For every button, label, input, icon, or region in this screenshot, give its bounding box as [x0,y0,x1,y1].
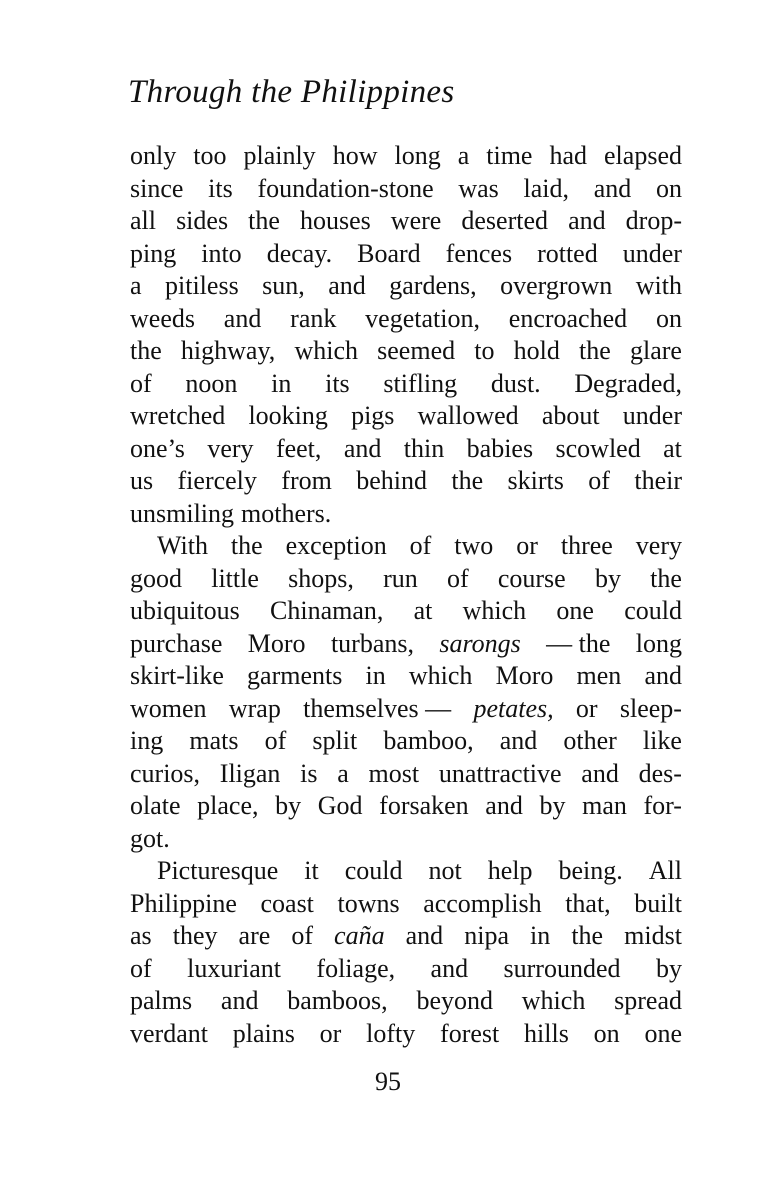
running-header: Through the Philippines [128,74,455,110]
word: skirts [507,466,564,495]
word: how [332,141,378,170]
word: forsaken [379,791,469,820]
word: most [368,758,420,788]
word: little [211,563,259,593]
word: Picturesque [157,856,279,885]
text-line [130,140,682,173]
word: verdant [130,1018,208,1048]
word: since [130,173,184,203]
word: Moro [495,661,554,690]
text-line [130,270,682,303]
word: help [487,856,533,885]
word: mats [189,726,239,755]
word: drop- [625,206,682,235]
word: only [130,141,177,170]
text-line [130,400,682,433]
word: elapsed [604,141,682,170]
word: des- [638,758,682,788]
text-line [130,953,682,986]
word: its [208,173,233,203]
word: and [499,726,538,755]
word: pigs [351,401,395,430]
word: very [635,531,682,560]
word: Philippine [130,888,237,918]
word: purchase [130,628,223,658]
word: bamboos, [287,986,388,1015]
word: and [405,921,444,950]
word: long [394,141,441,170]
word: of [588,466,610,495]
word: pitiless [165,271,239,300]
italic-word: caña [334,921,385,950]
italic-word: petates, [473,693,554,723]
word: bamboo, [383,726,474,755]
word: one’s [130,433,185,463]
word: on [593,1018,620,1048]
word: in [365,661,386,690]
word: under [622,401,682,430]
word: could [624,596,682,625]
word: or [575,693,598,723]
text-line [130,693,682,726]
word: plains [232,1018,295,1048]
word: olate [130,791,181,820]
text-line [130,530,682,563]
word: dust. [490,368,541,398]
word: unattractive [438,758,562,788]
text-line [130,985,682,1018]
word: wallowed [417,401,519,430]
word: exception [285,531,387,560]
text-line [130,888,682,921]
word: All [648,856,682,885]
word: to [474,336,495,365]
word: Moro [247,628,306,658]
text-line [130,465,682,498]
word: garments [247,661,343,690]
word: and [430,953,469,983]
text-line [130,790,682,823]
word: women [130,693,207,723]
word: one [556,596,594,625]
text-line [130,368,682,401]
word: God [317,791,363,820]
word: babies [466,433,534,463]
word: foundation-stone [257,173,434,203]
text-line [130,563,682,596]
word: course [497,563,566,593]
word: wrap [228,693,281,723]
word: — the [546,628,611,658]
word: one [644,1018,682,1048]
word: its [325,368,350,398]
word: in [271,368,292,398]
word: good [130,563,182,593]
word: hold [513,336,560,365]
word: forest [440,1018,500,1048]
word: under [622,238,682,268]
word: the [230,531,263,560]
word: glare [629,336,682,365]
text-line [130,628,682,661]
word: midst [624,921,682,950]
text-line [130,725,682,758]
text-line [130,303,682,336]
word: wretched [130,401,226,430]
word: by [539,791,566,820]
word: and [343,433,382,463]
word: and [485,791,523,820]
word: of [291,921,313,950]
word: accomplish [423,888,542,918]
word: encroached [508,303,628,333]
word: got. [130,823,170,853]
word: could [344,856,403,885]
word: Chinaman, [270,596,384,625]
word: like [642,726,682,755]
word: was [458,173,499,203]
word: rotted [537,238,598,268]
word: the [571,921,604,950]
text-line [130,335,682,368]
word: of [130,953,152,983]
word: shops, [288,563,354,593]
italic-word: sarongs [439,628,521,658]
word: with [635,271,682,300]
word: of [130,368,152,398]
word: feet, [275,433,322,463]
word: is [300,758,318,788]
word: noon [185,368,238,398]
word: plainly [243,141,316,170]
word: rank [290,303,337,333]
word: very [207,433,254,463]
word: fiercely [177,466,257,495]
word: the [248,206,280,235]
text-line [130,433,682,466]
word: ubiquitous [130,596,240,625]
word: ing [130,726,164,755]
text-line [130,855,682,888]
word: being. [558,856,623,885]
text-line [130,238,682,271]
word: man [582,791,627,820]
word: With [157,531,208,560]
word: hills [524,1018,569,1048]
word: a [337,758,349,788]
word: by [275,791,302,820]
word: skirt-like [130,661,224,690]
word: at [413,596,433,625]
word: vegetation, [365,303,480,333]
word: unsmiling [130,498,235,528]
word: had [549,141,588,170]
word: beyond [416,986,493,1015]
word: a [457,141,470,170]
word: and [581,758,619,788]
word: Iligan [219,758,281,788]
word: laid, [523,173,569,203]
word: curios, [130,758,201,788]
word: turbans, [330,628,414,658]
word: themselves — [303,693,452,723]
word: too [193,141,227,170]
word: and [328,271,366,300]
word: seemed [377,336,456,365]
word: and [220,986,259,1015]
text-line [130,660,682,693]
word: highway, [180,336,276,365]
word: sides [176,206,229,235]
word: are [238,921,271,950]
word: that, [565,888,611,918]
word: men [576,661,622,690]
word: they [172,921,218,950]
word: two [454,531,494,560]
word: lofty [366,1018,416,1048]
word: three [560,531,613,560]
word: looking [248,401,328,430]
body-text [130,140,682,1050]
word: all [130,206,156,235]
word: scowled [555,433,641,463]
text-line [130,823,682,856]
word: not [428,856,462,885]
word: other [563,726,617,755]
word: behind [356,466,427,495]
word: which [294,336,358,365]
word: built [634,888,682,918]
word: of [409,531,432,560]
word: weeds [130,303,195,333]
word: stifling [383,368,458,398]
page-number: 95 [375,1067,401,1096]
text-line [130,595,682,628]
word: the [579,336,611,365]
word: decay. [266,238,333,268]
word: thin [403,433,445,463]
word: about [541,401,600,430]
word: as [130,921,152,950]
word: Board [357,238,421,268]
word: time [486,141,533,170]
word: into [201,238,242,268]
word: and [568,206,606,235]
word: their [634,466,682,495]
word: and [223,303,262,333]
word: coast [260,888,314,918]
text-line [130,1018,682,1051]
word: foliage, [316,953,396,983]
word: deserted [461,206,548,235]
word: at [663,433,682,463]
word: and [593,173,632,203]
word: place, [197,791,259,820]
text-line [130,498,682,531]
word: luxuriant [187,953,281,983]
word: nipa [464,921,509,950]
word: mothers. [241,498,332,528]
word: of [264,726,287,755]
word: spread [614,986,682,1015]
word: or [516,531,538,560]
word: sun, [262,271,305,300]
word: the [650,563,682,593]
word: gardens, [389,271,477,300]
word: ping [130,238,177,268]
word: for- [643,791,682,820]
word: houses [299,206,371,235]
word: of [446,563,469,593]
word: which [408,661,473,690]
word: by [655,953,682,983]
text-line [130,205,682,238]
word: from [281,466,332,495]
word: the [451,466,484,495]
word: and [644,661,682,690]
word: surrounded [503,953,621,983]
text-line [130,758,682,791]
word: us [130,466,154,495]
word: it [304,856,319,885]
word: which [521,986,586,1015]
word: or [319,1018,342,1048]
word: overgrown [500,271,613,300]
word: by [594,563,621,593]
word: a [130,271,142,300]
word: in [530,921,551,950]
word: were [390,206,442,235]
word: sleep- [619,693,682,723]
text-line [130,920,682,953]
word: Degraded, [574,368,682,398]
word: which [462,596,527,625]
word: on [655,173,682,203]
word: on [655,303,682,333]
word: fences [445,238,513,268]
word: split [312,726,358,755]
word: towns [337,888,400,918]
text-line [130,173,682,206]
word: palms [130,986,193,1015]
word: long [635,628,682,658]
word: the [130,336,162,365]
word: run [383,563,418,593]
